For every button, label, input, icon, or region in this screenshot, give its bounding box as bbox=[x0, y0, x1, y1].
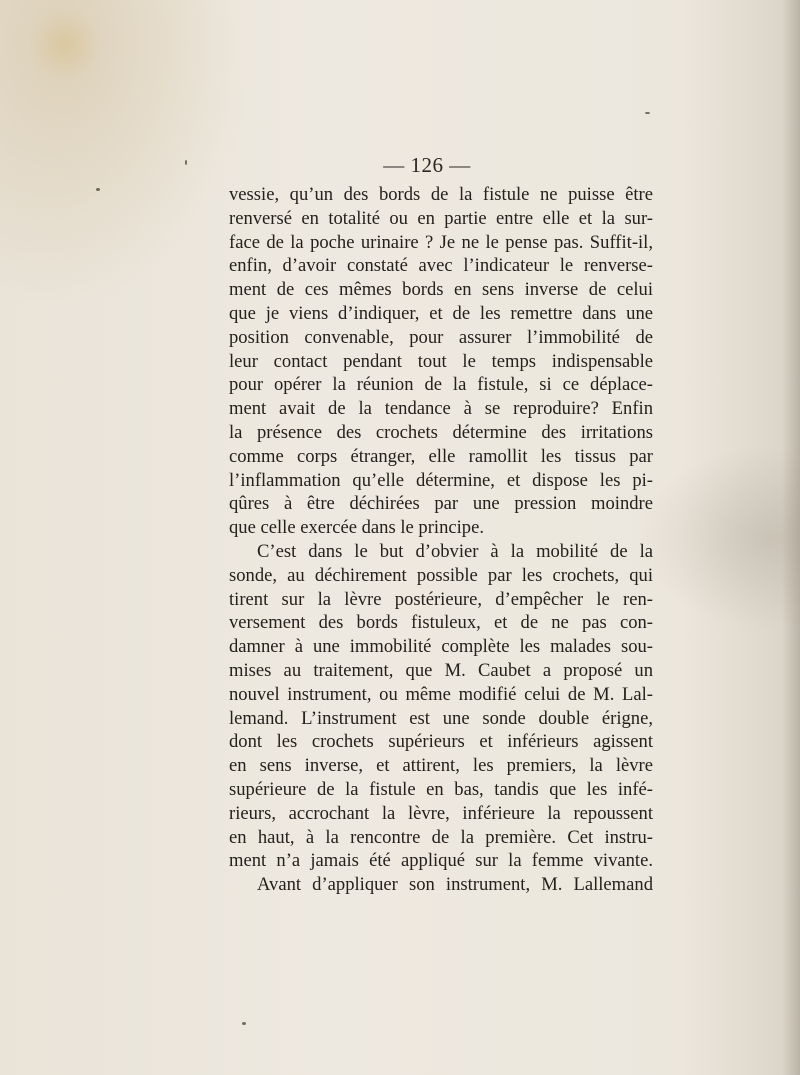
text-line: comme corps étranger, elle ramollit les tissus par bbox=[229, 445, 653, 467]
paper-speck bbox=[242, 1022, 246, 1025]
text-line: ment avait de la tendance à se reproduire? Enfin bbox=[229, 398, 653, 420]
body-text bbox=[229, 183, 653, 897]
page-number: — 126 — bbox=[383, 153, 471, 177]
text-line: dont les crochets supérieurs et inférieurs agissent bbox=[229, 731, 653, 753]
text-line: renversé en totalité ou en partie entre elle et la sur- bbox=[229, 207, 653, 229]
text-line: pour opérer la réunion de la fistule, si ce déplace- bbox=[229, 374, 653, 396]
text-line: vessie, qu’un des bords de la fistule ne puisse être bbox=[229, 184, 653, 205]
paper-speck bbox=[96, 188, 100, 191]
text-line: Avant d’appliquer son instrument, M. Lallemand bbox=[257, 874, 653, 896]
text-line: rieurs, accrochant la lèvre, inférieure la repoussent bbox=[229, 802, 653, 824]
text-line: mises au traitement, que M. Caubet a proposé un bbox=[229, 659, 653, 681]
text-line: tirent sur la lèvre postérieure, d’empêcher le ren- bbox=[229, 588, 653, 610]
text-line: versement des bords fistuleux, et de ne pas con- bbox=[229, 612, 653, 634]
text-line: que je viens d’indiquer, et de les remettre dans une bbox=[229, 302, 653, 324]
text-line: ment de ces mêmes bords en sens inverse de celui bbox=[229, 279, 653, 301]
text-line: ment n’a jamais été appliqué sur la femme vivante. bbox=[229, 850, 653, 872]
text-line: leur contact pendant tout le temps indispensable bbox=[229, 350, 653, 372]
text-line: nouvel instrument, ou même modifié celui de M. Lal- bbox=[229, 683, 653, 705]
text-line: position convenable, pour assurer l’immobilité de bbox=[229, 326, 653, 348]
text-line: en haut, à la rencontre de la première. Cet instru- bbox=[229, 826, 653, 848]
text-line: enfin, d’avoir constaté avec l’indicateur le renverse- bbox=[229, 255, 653, 277]
text-line: l’inflammation qu’elle détermine, et dispose les pi- bbox=[229, 469, 653, 491]
text-line: face de la poche urinaire ? Je ne le pense pas. Suffit-il, bbox=[229, 231, 653, 253]
text-line: qûres à être déchirées par une pression moindre bbox=[229, 493, 653, 515]
paper-speck bbox=[645, 112, 650, 114]
text-line: en sens inverse, et attirent, les premiers, la lèvre bbox=[229, 755, 653, 777]
text-line: damner à une immobilité complète les malades sou- bbox=[229, 636, 653, 658]
text-line: C’est dans le but d’obvier à la mobilité de la bbox=[257, 540, 653, 562]
text-line: que celle exercée dans le principe. bbox=[229, 517, 485, 539]
paper-stain bbox=[30, 10, 100, 80]
text-line: supérieure de la fistule en bas, tandis que les infé- bbox=[229, 778, 653, 800]
text-line: la présence des crochets détermine des irritations bbox=[229, 421, 653, 443]
text-line: lemand. L’instrument est une sonde double érigne, bbox=[229, 707, 653, 729]
paper-speck bbox=[185, 160, 187, 165]
text-line: sonde, au déchirement possible par les crochets, qui bbox=[229, 564, 653, 586]
